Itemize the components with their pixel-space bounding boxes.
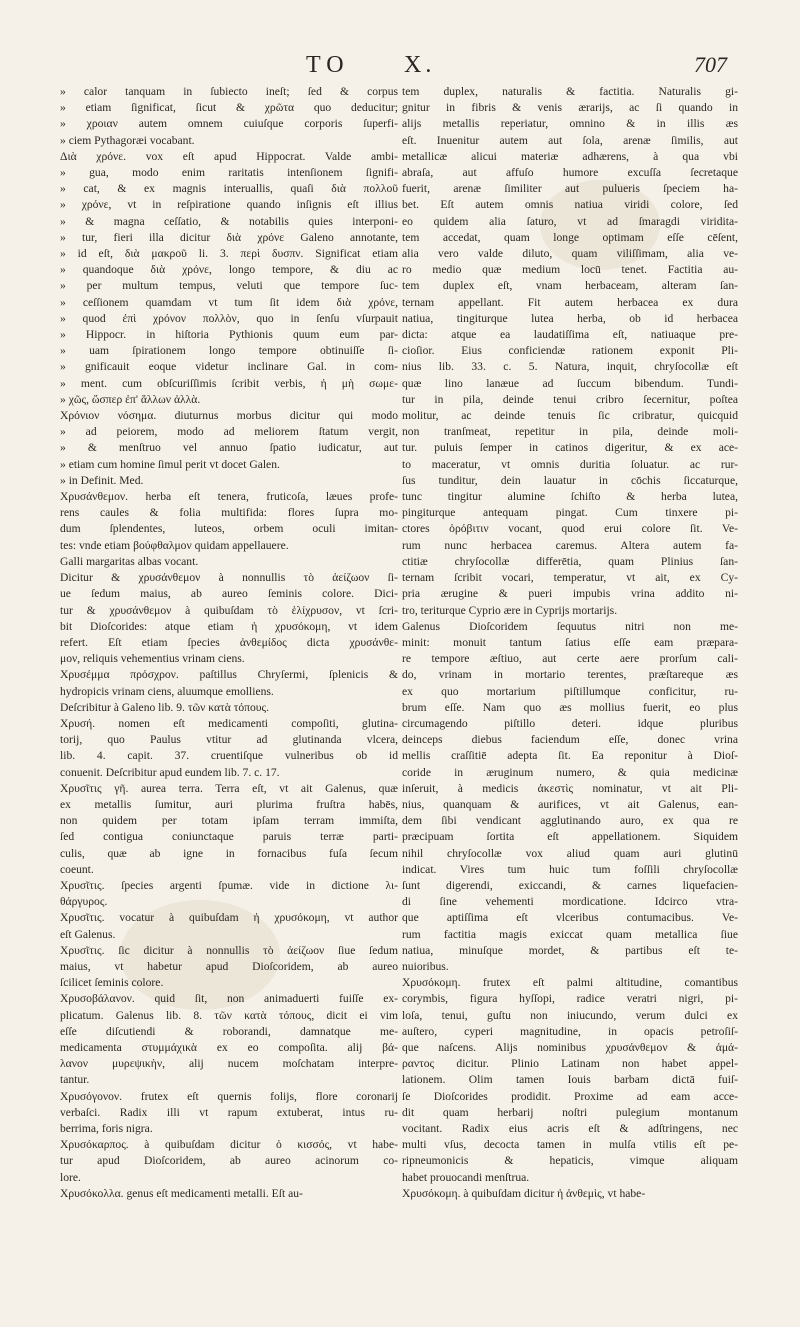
text-line: » ciem Pythagoræi vocabant. — [60, 133, 195, 147]
text-line: berrima, foris nigra. — [60, 1122, 153, 1135]
text-line: tur apud Dioſcoridem, ab aureo acinorum co- — [60, 1154, 398, 1168]
text-line: plicatum. Galenus lib. 8. τῶν κατὰ τόπους, dicit ei vim — [60, 1008, 398, 1022]
page-number: 707 — [694, 52, 727, 77]
text-line: » gnificauit eoque videtur inclinare Gal. in com- — [60, 360, 398, 374]
text-line: que naſcens. Alijs nominibus χρυσάνθεμον & ἀμά- — [402, 1040, 738, 1054]
text-line: cioſior. Eius conficiendæ rationem exponit Pli- — [402, 344, 738, 358]
text-line: λανον μυρεψικὴν, alij nucem moſchatam interpre- — [60, 1057, 398, 1071]
text-line: nihil chryſocollæ vox aliud quam auri glutinū — [402, 846, 738, 860]
text-line: coride in æruginum numero, & quia medicinæ — [402, 765, 738, 779]
text-line: metallicæ alicui materiæ adhærens, à qua vbi — [402, 149, 738, 163]
text-line: tem duplex eſt, vnam herbaceam, alteram ſan- — [402, 279, 738, 293]
text-line: tunc tingitur alumine ſchiſto & herba lutea, — [402, 490, 738, 504]
text-line: ſed contigua coniunctaque paruis terræ parti- — [60, 830, 398, 844]
text-line: Dicitur & χρυσάνθεμον à nonnullis τὸ ἀείζωον ſi- — [60, 571, 398, 585]
text-line: non tranſmeat, repetitur in pila, deinde moli- — [402, 425, 738, 439]
text-line: Χρυσῖτις. ſic dicitur à nonnullis τὸ ἀείζωον ſiue ſedum — [60, 943, 398, 957]
text-line: ternam ſcribit vocari, temperatur, vt ait, ex Cy- — [402, 571, 738, 585]
text-line: auſtero, cyperi magnitudine, in opacis petroſiſ- — [402, 1024, 738, 1038]
text-line: alijs metallis reperiatur, omnino & in illis æs — [402, 117, 738, 131]
text-line: » calor tanquam in ſubiecto ineſt; ſed & corpus — [60, 85, 398, 98]
text-line: » χῶς, ὥσπερ ἐπ' ἄλλων ἀλλὰ. — [60, 392, 201, 406]
text-line: » ceſſionem quamdam vt tum ſit idem διὰ χρόνε, — [60, 295, 398, 309]
text-line: nius lib. 33. c. 5. Natura, inquit, chryſocollæ eſt — [402, 360, 738, 374]
text-line: alia vero valde diluto, quam viliſſimam, alia ve- — [402, 247, 738, 261]
text-line: tantur. — [60, 1073, 90, 1087]
text-line: tem accedat, quam longe optimam eſſe cēſent, — [402, 230, 738, 244]
text-line: Deſcribitur à Galeno lib. 9. τῶν κατὰ τόπους. — [60, 700, 270, 714]
text-line: natiua, tingiturque lutea herba, ob id herbacea — [402, 311, 738, 325]
text-line: rens caules & folia multifida: flores ſupra mo- — [60, 506, 398, 520]
text-line: Χρυσῖτις. ſpecies argenti ſpumæ. vide in dictione λι- — [60, 878, 398, 892]
text-line: refert. Eſt etiam ſpecies ἀνθεμίδος dicta χρυσάνθε- — [60, 635, 398, 649]
text-line: dit quam herbarij noſtri pulegium montanum — [402, 1105, 738, 1119]
text-line: » Hippocr. in hiſtoria Pythionis quum eum par- — [60, 328, 398, 342]
text-line: ex metallis ſumitur, auri plurima fruſtra habēs, — [60, 797, 398, 811]
text-line: » in Definit. Med. — [60, 473, 144, 487]
text-line: » quandoque διὰ χρόνε, longo tempore, & diu ac — [60, 263, 398, 277]
text-line: eſſe diſcutiendi & roborandi, damnatque me- — [60, 1024, 398, 1038]
text-line: tur. puluis ſemper in catinos digeritur, & ex ace- — [402, 441, 738, 455]
text-line: hydropicis vrinam ciens, aluumque emolliens. — [60, 684, 274, 698]
text-line: Χρυσῖτις γῆ. aurea terra. Terra eſt, vt ait Galenus, quæ — [60, 781, 398, 795]
text-line: » etiam ſignificat, ſicut & χρῶτα quo deducitur; — [60, 101, 398, 115]
text-line: quæ lino lanæue ad ſuccum bibendum. Tundi- — [402, 376, 738, 390]
text-line: Χρυσή. nomen eſt medicamenti compoſiti, glutina- — [60, 716, 398, 730]
text-line: » & menſtruo vel annuo ſpatio iudicatur, aut — [60, 441, 398, 455]
text-line: Χρυσόκομη. à quibuſdam dicitur ἡ ἀνθεμὶς, vt habe- — [402, 1186, 646, 1200]
text-line: θάργυρος. — [60, 895, 108, 909]
text-line: fuerit, arenæ ſimiliter aut pulueris ſpeciem ha- — [402, 182, 738, 196]
text-line: dicta: atque ea laudatiſſima eſt, natiuaque pre- — [402, 328, 738, 342]
text-line: brum eſſe. Nam quo æs mollius fuerit, eo plus — [402, 700, 738, 714]
text-line: » quod ἐπὶ χρόνον πολλὸν, quo in ſenſu vſurpauit — [60, 311, 398, 325]
text-line: tem duplex, naturalis & factitia. Naturalis gi- — [402, 85, 738, 98]
text-line: » gua, modo enim raritatis intenſionem ſignifi- — [60, 166, 398, 180]
text-line: re tempore æſtiuo, aut certe aere prorſum cali- — [402, 652, 738, 666]
text-line: ternam appellant. Fit autem herbacea ex dura — [402, 295, 738, 309]
text-line: minit: monuit tantum ſatius eſſe eam præpara- — [402, 635, 738, 649]
text-line: loſa, tenui, guſtu non iniucundo, verum dulci ex — [402, 1008, 738, 1022]
text-line: deinceps diebus faciendum eſſe, donec vrina — [402, 733, 738, 747]
text-line: » tur, fieri illa dicitur διὰ χρόνε Galeno annotante, — [60, 230, 398, 244]
text-line: tes: vnde etiam βούφθαλμον quidam appellauere. — [60, 538, 289, 552]
text-line: lore. — [60, 1170, 81, 1184]
text-line: ro medio quæ medium locū tenet. Factitia au- — [402, 263, 738, 277]
text-line: culis, quæ ab igne in fornacibus fuſa ſecum — [60, 846, 398, 860]
text-line: to maceratur, vt omnis duritia ſoluatur. ac rur- — [402, 457, 738, 471]
text-line: » per multum tempus, veluti que tempore ſuc- — [60, 279, 398, 293]
text-line: pingiturque antequam pingat. Cum tinxere pi- — [402, 506, 738, 520]
header-left-word: TO — [306, 52, 350, 78]
text-line: ctores ὀρόβιτιν vocant, quod erui colore ſit. Ve- — [402, 522, 738, 536]
text-line: ex quo mortarium piſtillumque conficitur, ru- — [402, 684, 738, 698]
text-line: vocitant. Radix eius acris eſt & adſtringens, nec — [402, 1122, 738, 1135]
text-line: natiua, minuſque mordet, & partibus eſt te- — [402, 943, 738, 957]
text-line: » χρόνε, vt in reſpiratione quando inſignis eſt illius — [60, 198, 398, 212]
text-line: di ſine vehementi mordicatione. Idcirco vtra- — [402, 895, 738, 909]
text-line: Χρυσάνθεμον. herba eſt tenera, fruticoſa, læues profe- — [60, 490, 398, 504]
text-line: circumagendo piſtillo deteri. idque pluribus — [402, 716, 738, 730]
text-line: corymbis, figura hyſſopi, radice veratri nigri, pi- — [402, 992, 738, 1006]
text-line: mellis craſſitiē adepta ſit. Ea reponitur à Dioſ- — [402, 749, 738, 763]
text-line: » uam ſpirationem longo tempore obtinuiſſe ſi- — [60, 344, 398, 358]
text-line: » etiam cum homine ſimul perit vt docet Galen. — [60, 457, 280, 471]
text-line: præcipuam ſortita eſt appellationem. Siquidem — [402, 830, 738, 844]
running-header — [0, 52, 800, 84]
right-column — [402, 84, 738, 1202]
text-line: lib. 4. capit. 37. cruentiſque vulneribus ob id — [60, 749, 398, 763]
text-line: maius, vt habetur apud Dioſcoridem, ab aureo — [60, 959, 398, 973]
text-line: torij, quo Paulus vtitur ad glutinanda vlcera, — [60, 733, 398, 747]
text-line: non quidem per totam ipſam terram immiſta, — [60, 814, 398, 828]
text-line: μον, reliquis vehementius vrinam ciens. — [60, 652, 245, 666]
text-line: habet prouocandi menſtrua. — [402, 1170, 530, 1184]
text-line: ραντος dicitur. Plinio Latinam non habet appel- — [402, 1057, 738, 1071]
text-line: ſunt digerendi, exiccandi, & carnes liquefacien- — [402, 878, 738, 892]
text-line: ctitiæ chryſocollæ differētia, quam Plinius ſan- — [402, 554, 738, 568]
text-line: » ment. cum obſcuriſſimis ſcribit verbis, ἡ μὴ σωμε- — [60, 376, 398, 390]
text-line: Χρυσόκομη. frutex eſt palmi altitudine, comantibus — [402, 976, 738, 990]
text-line: eſt Galenus. — [60, 927, 116, 941]
text-line: » id eſt, διὰ μακροῦ li. 3. περὶ δυσπν. Significat etiam — [60, 247, 398, 261]
left-column — [60, 84, 398, 1202]
text-line: tur & χρυσάνθεμον à quibuſdam τὸ ἑλίχρυσον, vt ſcri- — [60, 603, 398, 617]
text-line: coeunt. — [60, 862, 94, 876]
text-line: nius, quanquam & aurifices, vt ait Galenus, ean- — [402, 797, 738, 811]
text-line: gnitur in fibris & venis ærarijs, ac ſi quando in — [402, 101, 738, 115]
text-line: ſcilicet ſeminis colore. — [60, 976, 164, 990]
text-line: eo quidem alia ſaturo, vt ad ſmaragdi viridita- — [402, 214, 738, 228]
text-line: molitur, ac deinde tenuis ſic cribratur, quicquid — [402, 409, 738, 423]
text-line: inſeruit, à medicis ἀκεστὶς nominatur, vt ait Pli- — [402, 781, 738, 795]
text-line: indicat. Vires tum huic tum foſſili chryſocollæ — [402, 862, 738, 876]
text-line: que aptiſſima eſt vlceribus contumacibus. Ve- — [402, 911, 738, 925]
text-line: dum ſplendentes, luteos, orbem oculi imitan- — [60, 522, 398, 536]
text-line: Χρυσῖτις. vocatur à quibuſdam ἡ χρυσόκομη, vt author — [60, 911, 398, 925]
text-line: Χρυσόκολλα. genus eſt medicamenti metalli. Eſt au- — [60, 1186, 303, 1200]
text-line: dem ſibi vendicant agglutinando auro, ex qua re — [402, 814, 738, 828]
text-line: ue ſedum maius, ab aureo ſeminis colore. Dici- — [60, 587, 398, 601]
text-line: rum nunc herbacea caremus. Altera autem fa- — [402, 538, 738, 552]
text-line: Χρυσέμμα πρόσχρον. paſtillus Chryſermi, ſplenicis & — [60, 668, 398, 682]
text-line: abraſa, aut affuſo humore excuſſa ſecretaque — [402, 166, 738, 180]
text-line: bet. Eſt autem omnis natiua viridi colore, ſed — [402, 198, 738, 212]
header-right-word: X. — [404, 52, 436, 78]
text-line: Galli margaritas albas vocant. — [60, 554, 199, 568]
text-line: eſt. Inuenitur autem aut ſola, arenæ ſimilis, aut — [402, 133, 738, 147]
text-line: do, vrinam in mortario terentes, præſtareque æs — [402, 668, 738, 682]
text-line: tro, teriturque Cyprio ære in Cyprijs mortarijs. — [402, 603, 618, 617]
text-line: Χρυσόγονον. frutex eſt quernis folijs, flore coronarij — [60, 1089, 398, 1103]
text-line: ripneumonicis & hepaticis, vimque aliquam — [402, 1154, 738, 1168]
text-line: pria ærugine & pueri impubis vrina addito ni- — [402, 587, 738, 601]
text-line: » χροιαν autem omnem cuiuſque corporis ſuperfi- — [60, 117, 398, 131]
text-line: nuioribus. — [402, 959, 449, 973]
text-line: verbaſci. Radix illi vt rapum extuberat, intus ru- — [60, 1105, 398, 1119]
text-line: » ad peiorem, modo ad meliorem ſtatum vergit, — [60, 425, 398, 439]
text-line: » cat, & ex magnis interuallis, quaſi διὰ πολλοῦ — [60, 182, 398, 196]
text-line: ſus tunditur, dein lauatur in cōchis ſiccaturque, — [402, 473, 738, 487]
text-line: Χρόνιον νόσημα. diuturnus morbus dicitur qui modo — [60, 409, 398, 423]
text-line: » & magna ceſſatio, & notabilis quies interponi- — [60, 214, 398, 228]
text-line: Χρυσόκαρπος. à quibuſdam dicitur ὁ κισσός, vt habe- — [60, 1138, 398, 1152]
text-line: rum factitia magis exiccat quam metallica ſiue — [402, 927, 738, 941]
text-line: bit Dioſcorides: atque etiam ἡ χρυσόκομη, vt idem — [60, 619, 398, 633]
text-line: tur in pila, deinde tenui cribro ſecernitur, poſtea — [402, 392, 738, 406]
text-line: Διὰ χρόνε. vox eſt apud Hippocrat. Valde ambi- — [60, 149, 398, 163]
text-line: ſe Dioſcorides prodidit. Proxime ad eam acce- — [402, 1089, 738, 1103]
text-line: multi vſus, decocta tamen in mulſa vtilis eſt pe- — [402, 1138, 738, 1152]
text-line: Χρυσοβάλανον. quid ſit, non animaduerti fuiſſe ex- — [60, 992, 398, 1006]
text-line: lationem. Olim tamen Iouis barbam dictā fuiſ- — [402, 1073, 738, 1087]
text-line: conuenit. Deſcribitur apud eundem lib. 7. c. 17. — [60, 765, 280, 779]
text-line: medicamenta στυμμάχικὰ ex eo compoſita. alij βά- — [60, 1040, 398, 1054]
text-line: Galenus Dioſcoridem ſequutus nitri non me- — [402, 619, 738, 633]
